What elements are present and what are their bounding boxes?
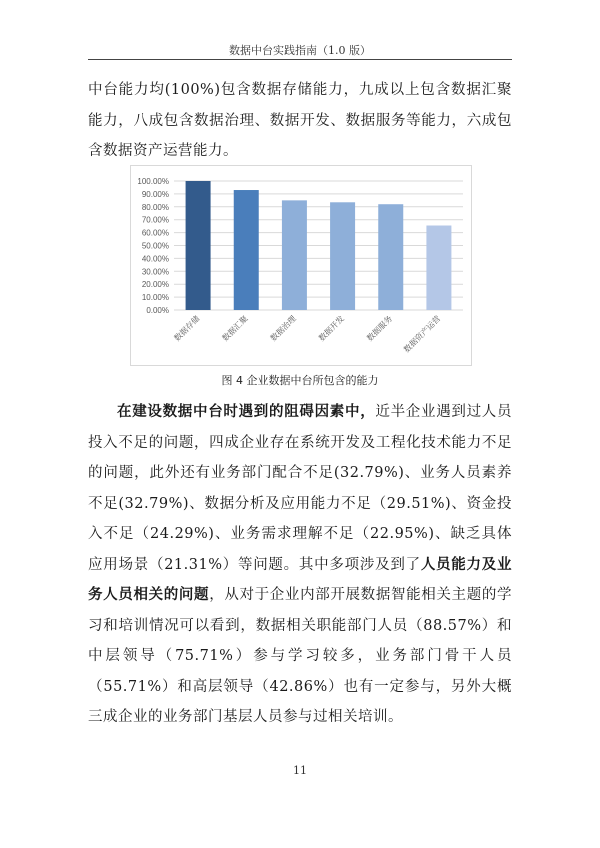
bar	[426, 226, 451, 310]
y-tick-label: 70.00%	[141, 215, 169, 225]
obstacles-text-a: 近半企业遇到过人员投入不足的问题，四成企业存在系统开发及工程化技术能力不足的问题，此外还有业务部门配合不足(32.79%)、业务人员素养不足(32.79%)、数据分析及应用能力不足（29.51%)、资金投入不足（24.29%)、业务需求理解不足（22.95%)、缺乏具体应用场景（21.31%）等问题。其中多项涉及到了	[88, 404, 513, 573]
x-tick-label: 数据汇聚	[220, 314, 250, 344]
bar	[330, 202, 355, 310]
figure-caption: 图 4 企业数据中台所包含的能力	[221, 374, 379, 387]
x-tick-label: 数据开发	[317, 314, 346, 344]
y-tick-label: 10.00%	[141, 293, 169, 303]
page-number: 11	[293, 764, 307, 777]
bar	[282, 200, 307, 310]
y-tick-label: 0.00%	[146, 306, 169, 315]
chart-canvas	[131, 166, 471, 365]
y-tick-label: 20.00%	[141, 280, 169, 290]
y-tick-label: 80.00%	[141, 202, 169, 212]
x-tick-label: 数据存储	[172, 314, 202, 344]
obstacles-text-b: ，从对于企业内部开展数据智能相关主题的学习和培训情况可以看到，数据相关职能部门人员（88.57%）和中层领导（75.71%）参与学习较多，业务部门骨干人员（55.71%）和高层领导（42.86%）也有一定参与，另外大概三成企业的业务部门基层人员参与过相关培训。	[88, 587, 513, 725]
page-header: 数据中台实践指南（1.0 版）	[229, 44, 371, 57]
y-tick-label: 50.00%	[141, 241, 169, 251]
obstacles-lead-bold: 在建设数据中台时遇到的阻碍因素中，	[117, 404, 376, 420]
header-rule	[88, 59, 512, 60]
capabilities-bar-chart	[130, 165, 472, 366]
y-tick-label: 30.00%	[141, 267, 169, 277]
y-tick-label: 100.00%	[137, 177, 169, 186]
y-tick-label: 40.00%	[141, 254, 169, 264]
y-tick-label: 90.00%	[141, 189, 169, 199]
obstacles-mid-bold: 人员能力及业务人员相关的问题	[88, 556, 513, 603]
x-tick-label: 数据资产运营	[402, 314, 443, 355]
x-tick-label: 数据服务	[365, 314, 395, 344]
x-tick-label: 数据治理	[268, 314, 298, 344]
paragraph-capabilities: 中台能力均(100%)包含数据存储能力，九成以上包含数据汇聚能力，八成包含数据治理、数据开发、数据服务等能力，六成包含数据资产运营能力。	[88, 82, 512, 159]
y-tick-label: 60.00%	[141, 228, 169, 238]
paragraph-obstacles	[88, 397, 512, 733]
bar	[378, 204, 403, 310]
bar	[186, 181, 211, 310]
bar	[234, 190, 259, 310]
